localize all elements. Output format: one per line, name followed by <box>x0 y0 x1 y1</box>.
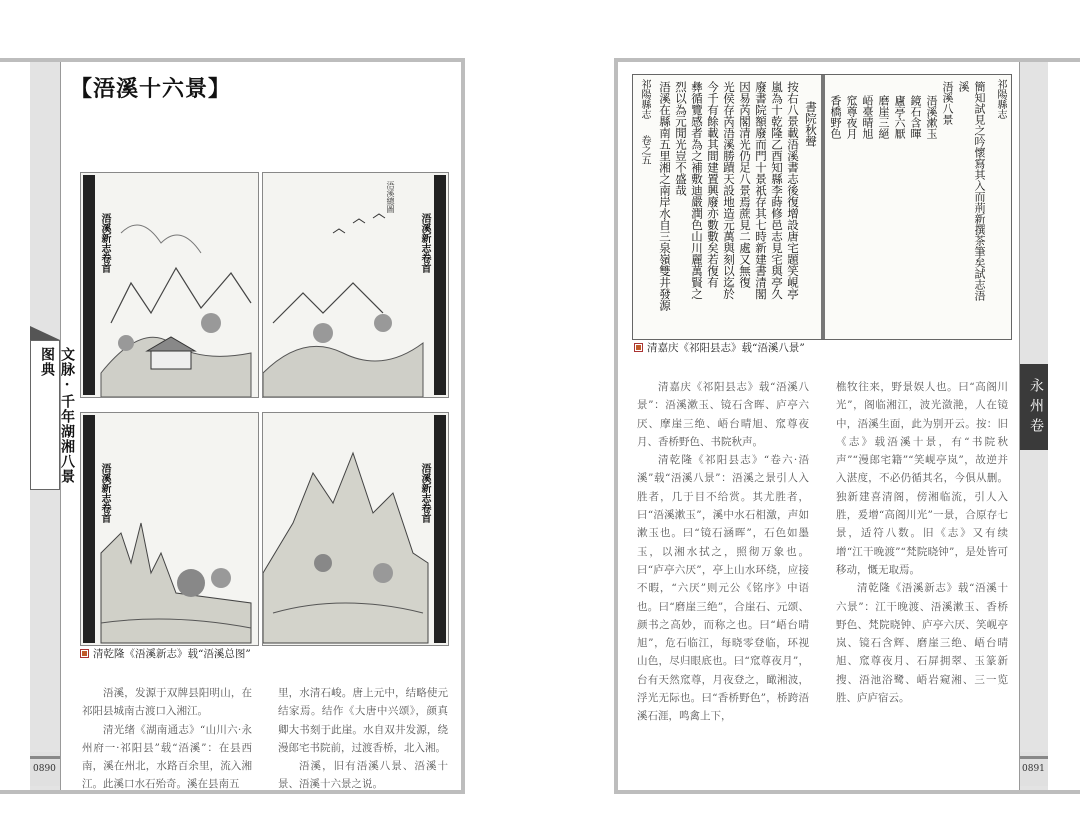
scan-column: 浯溪漱玉 <box>925 95 938 139</box>
paragraph: 清乾隆《浯溪新志》载“浯溪十六景”：江干晚渡、浯溪漱玉、香桥野色、梵院晓钟、庐亭六厌、笑岘亭岚、镜石含辉、磨崖三绝、峿台晴旭、窊尊夜月、石屏拥翠、玉篆新搜、浯池浴鹭、峿岩窥湘、三一览胜、庐庐宿云。 <box>836 582 1008 705</box>
woodcut-label-top-left: 浯溪新志卷首 <box>99 213 110 273</box>
scan-column: 按右八景載浯溪書志後復增設唐宅題笑峴亭 <box>786 81 800 300</box>
scan-column: 簡知試見之吟懷寫其入而荊新撰茶筆矣試志浯 <box>973 81 986 301</box>
woodcut-panel-top-left <box>80 172 259 398</box>
page-title: 【浯溪十六景】 <box>70 76 232 102</box>
left-side-tab <box>30 340 75 490</box>
scan-column: 浯溪八景 <box>941 81 954 125</box>
scan-column: 嵐為十乾隆乙酉知縣李蒔修邑志見宅與亭久 <box>770 81 784 300</box>
scan-volume: 卷之五 <box>639 135 650 165</box>
woodcut-landscape-image <box>263 173 448 397</box>
paragraph: 浯溪，发源于双牌县阳明山，在祁阳县城南古渡口入湘江。 <box>82 687 252 718</box>
page-number-rule <box>1020 756 1048 759</box>
scan-divider <box>821 75 825 339</box>
scan-column: 溪 <box>957 81 970 92</box>
scan-columns-left <box>653 81 819 335</box>
caption-marker-icon <box>80 649 89 658</box>
woodcut-panel-bottom-left <box>80 412 259 646</box>
left-image-caption <box>80 646 251 661</box>
woodcut-label-top-right-small: 浯溪總圖 <box>386 181 395 213</box>
left-side-tab-arrow <box>30 326 60 340</box>
page-number-rule <box>30 756 60 759</box>
scan-column: 浯溪在縣南五里湘之南岸水自三泉嶺雙井發源 <box>658 81 672 311</box>
paragraph: 樵牧往来，野景娱人也。曰“高阁川光”，阁临湘江，波光潋滟，人在镜中，浯溪生面，此为别开云。按：旧《志》载浯溪十景，有“书院秋声”“漫郎宅籍”“笑岘亭岚”，故逆并入湛度，不必仍循其名，今俱从删。独新建喜清阁，傍湘临流，引人入胜，爰增“高阁川光”一景，合原存七景，适符八数。旧《志》又有续增“江干晚渡”“梵院晓钟”，是处皆可移动，慨无取焉。 <box>836 381 1008 576</box>
left-body-column-1 <box>82 684 252 794</box>
woodcut-label-bottom-left: 浯溪新志卷首 <box>99 463 110 523</box>
scan-column: 今千有餘載其間建置興廢亦數數矣若復有 <box>706 81 720 288</box>
paragraph: 清光绪《湖南通志》“山川六·永州府一·祁阳县”载“浯溪”：在县西南，溪在州北，水路百余里，流入湘江。此溪口水石殆奇。溪在县南五 <box>82 723 252 791</box>
woodcut-label-top-right: 浯溪新志卷首 <box>419 213 430 273</box>
right-side-tab-text: 永州卷 <box>1028 378 1044 438</box>
scan-columns-right <box>827 81 987 335</box>
woodcut-label-bottom-right: 浯溪新志卷首 <box>419 463 430 523</box>
scan-column: 彝循覽感者為之補敷迪嚴潤色山川麗萬賢之 <box>690 81 704 300</box>
scan-column: 峿臺晴旭 <box>861 95 874 139</box>
scan-header: 祁陽縣志 <box>639 79 650 119</box>
paragraph: 浯溪，旧有浯溪八景、浯溪十景、浯溪十六景之说。 <box>278 760 448 791</box>
woodcut-panel-top-right <box>262 172 449 398</box>
right-image-caption-text: 清嘉庆《祁阳县志》载“浯溪八景” <box>647 342 805 354</box>
scan-column: 香橋野色 <box>829 95 842 139</box>
caption-marker-icon <box>634 343 643 352</box>
left-page-number-box <box>30 752 60 786</box>
right-image-caption <box>634 340 805 355</box>
paragraph: 里，水清石峻。唐上元中，结略使元结家焉。结作《大唐中兴颂》，颜真卿大书刻于此崖。水自双井发源，绕漫郎宅书院前，过渡香桥，北入湘。 <box>278 687 448 754</box>
woodcut-panel-bottom-right <box>262 412 449 646</box>
gazetteer-scan <box>632 74 1012 340</box>
left-page-number: 0890 <box>33 764 56 774</box>
scan-column: 鏡石含暉 <box>909 95 922 139</box>
woodcut-landscape-image <box>263 413 448 645</box>
scan-section-title: 書院秋聲 <box>804 101 818 147</box>
right-page-number-box <box>1020 752 1048 786</box>
scan-header-right: 祁陽縣志 <box>995 79 1006 119</box>
right-side-tab <box>1020 364 1048 450</box>
left-side-tab-text: 文脉·千年湖湘八景图典 <box>39 347 75 484</box>
paragraph: 清乾隆《祁阳县志》“卷六·浯溪”载“浯溪八景”：浯溪之景引人入胜者，几于目不给赏。其尤胜者，曰“浯溪漱玉”，溪中水石相激，声如漱玉也。曰“镜石涵晖”，石色如墨玉，以湘水拭之，照彻万象也。曰“庐亭六厌”，亭上山水环绕，应接不暇，“六厌”则元公《铭序》中语也。曰“磨崖三绝”，合崖石、元颂、颜书之高妙，而称之也。曰“峿台晴旭”，危石临江，每晓零登临，环视山色，尽归眼底也。曰“窊尊夜月”，台有天然窊尊，月夜登之，瞰湘波，浮光无际也。曰“香桥野色”，桥跨浯溪石涯，鸣禽上下， <box>637 454 809 723</box>
right-page-number: 0891 <box>1022 764 1045 774</box>
right-body-column-1 <box>637 378 809 726</box>
left-body-column-2 <box>278 684 448 794</box>
scan-column: 窊尊夜月 <box>845 95 858 139</box>
scan-column: 廢書院額廢而門十景祇存其七時新建書清閣 <box>754 81 768 300</box>
scan-column: 廬亭六厭 <box>893 95 906 139</box>
scan-column: 磨崖三絕 <box>877 95 890 139</box>
scan-column: 光侯存芮浯溪勝蹟天設地造元萬與刻以迄於 <box>722 81 736 300</box>
right-body-column-2 <box>836 378 1008 707</box>
scan-column: 因易芮閣清光仍足八景焉蔗見二處又無復 <box>738 81 752 288</box>
woodcut-landscape-image <box>81 413 258 645</box>
paragraph: 清嘉庆《祁阳县志》载“浯溪八景”：浯溪漱玉、镜石含晖、庐亭六厌、摩崖三绝、峿台晴旭、窊尊夜月、香桥野色、书院秋声。 <box>637 381 809 448</box>
left-image-caption-text: 清乾隆《浯溪新志》载“浯溪总图” <box>93 648 251 660</box>
woodcut-landscape-image <box>81 173 258 397</box>
scan-column: 烈以為元閒光豈不盛哉 <box>674 81 688 196</box>
